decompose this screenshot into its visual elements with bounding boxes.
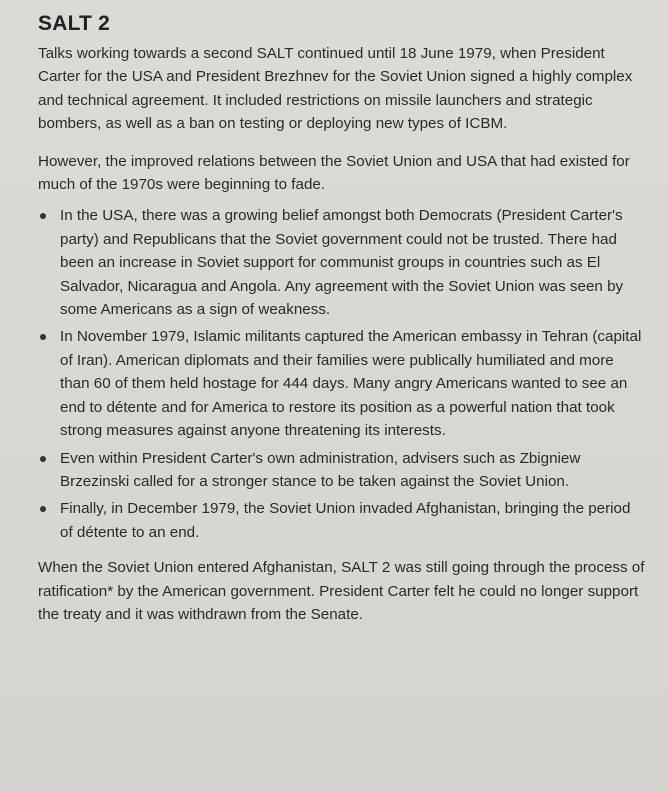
list-item	[38, 497, 646, 544]
list-item	[38, 325, 646, 442]
bullet-list	[38, 204, 646, 544]
conclusion-paragraph: When the Soviet Union entered Afghanistan, SALT 2 was still going through the process of ratification* by the American government. President Carter felt he could no longer support the treaty and it was withdrawn from the Senate.	[38, 559, 645, 623]
list-item-text: In November 1979, Islamic militants captured the American embassy in Tehran (capital of Iran). American diplomats and their families were publically humiliated and more than 60 of them held hostage for 444 days. Many angry Americans wanted to see an end to détente and for America to restore its position as a powerful nation that took strong measures against anyone threatening its interests.	[60, 328, 642, 440]
bullet-dot-icon	[40, 213, 46, 219]
list-item	[38, 447, 646, 494]
list-item	[38, 204, 646, 321]
list-item-text: In the USA, there was a growing belief amongst both Democrats (President Carter's party) and Republicans that the Soviet government could not be trusted. There had been an increase in Soviet support for communist groups in countries such as El Salvador, Nicaragua and Angola. Any agreement with the Soviet Union was seen by some Americans as a sign of weakness.	[60, 207, 624, 319]
bullet-dot-icon	[40, 456, 46, 462]
relations-paragraph: However, the improved relations between the Soviet Union and USA that had existed for much of the 1970s were beginning to fade.	[38, 152, 630, 194]
list-item-text: Finally, in December 1979, the Soviet Union invaded Afghanistan, bringing the period of détente to an end.	[60, 500, 631, 541]
bullet-dot-icon	[40, 506, 46, 512]
list-item-text: Even within President Carter's own administration, advisers such as Zbigniew Brzezinski called for a stronger stance to be taken against the Soviet Union.	[60, 449, 581, 490]
section-heading: SALT 2	[38, 12, 110, 35]
bullet-dot-icon	[40, 334, 46, 340]
intro-paragraph: Talks working towards a second SALT continued until 18 June 1979, when President Carter for the USA and President Brezhnev for the Soviet Union signed a highly complex and technical agreement. It included restrictions on missile launchers and strategic bombers, as well as a ban on testing or deploying new types of ICBM.	[38, 45, 633, 133]
